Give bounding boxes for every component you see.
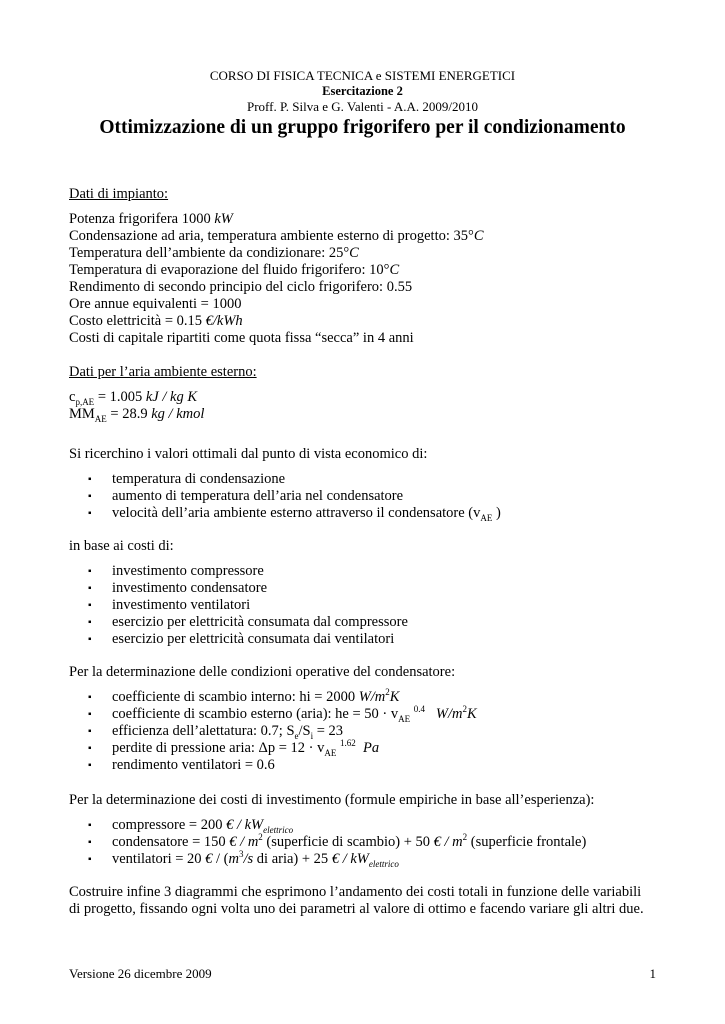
professors-line: Proff. P. Silva e G. Valenti - A.A. 2009/2010 [247,99,478,114]
list-item: ▪ perdite di pressione aria: $\Delta p = 12 \cdot v_{AE}$ $^{1.62}$ Pa [88,738,380,758]
conclusion-paragraph [69,884,669,918]
investment-section [69,792,689,868]
exercise-label: Esercitazione 2 [322,84,403,98]
page-number: 1 [649,966,656,981]
list-item: ▪ condensatore = 150 € / $m^2$ (superficie di scambio) + 50 € / $m^2$ (superficie frontale) [88,832,587,850]
air-data-section [69,364,689,423]
plant-line-condensation: Condensazione ad aria, temperatura ambiente esterno di progetto: 35°C [69,228,484,244]
costs-intro: in base ai costi di: [69,538,174,554]
list-item: ▪ investimento ventilatori [88,597,251,613]
plant-line-hours: Ore annue equivalenti = 1000 [69,296,242,312]
list-item: ▪ aumento di temperatura dell’aria nel condensatore [88,488,404,504]
list-item: ▪ coefficiente di scambio esterno (aria): he = $50 \cdot v_{AE}$ $^{0.4}$ $W/m^2K$ [88,704,477,724]
plant-line-room-temp: Temperatura dell’ambiente da condizionare: 25°C [69,245,359,261]
version-date: Versione 26 dicembre 2009 [69,966,212,981]
condenser-section [69,664,689,774]
investment-list [69,817,689,868]
list-item: ▪ investimento condensatore [88,580,268,596]
list-item: ▪ rendimento ventilatori = 0.6 [88,757,275,773]
list-item: ▪ ventilatori = 20 € / ($m^3/s$ di aria) + 25 € / $kW_{elettrico}$ [88,849,399,869]
plant-data-section [69,186,689,347]
optimization-list [69,471,689,522]
air-data-heading: Dati per l’aria ambiente esterno: [69,364,257,380]
course-name: CORSO DI FISICA TECNICA e SISTEMI ENERGETICI [209,68,516,83]
list-item: ▪ esercizio per elettricità consumata dai ventilatori [88,631,395,647]
page-footer [69,966,656,982]
optimization-section [69,446,689,522]
air-line-cp: $c_{p,AE} = 1.005$ kJ / kg K [69,389,198,407]
list-item: ▪ compressore = 200 € / $kW_{elettrico}$ [88,817,294,835]
list-item: ▪ velocità dell’aria ambiente esterno attraverso il condensatore ($v_{AE}$ ) [88,505,501,523]
optimization-intro: Si ricerchino i valori ottimali dal punto di vista economico di: [69,446,428,462]
investment-intro: Per la determinazione dei costi di investimento (formule empiriche in base all’esperienza): [69,792,595,808]
list-item: ▪ esercizio per elettricità consumata dal compressore [88,614,408,630]
list-item: ▪ coefficiente di scambio interno: hi = 2000 $W/m^2K$ [88,687,400,705]
conclusion-line-1: Costruire infine 3 diagrammi che esprimono l’andamento dei costi totali in funzione delle variabili [69,884,642,900]
list-item: ▪ temperatura di condensazione [88,471,286,487]
plant-line-efficiency: Rendimento di secondo principio del ciclo frigorifero: 0.55 [69,279,413,295]
plant-line-capital-cost: Costi di capitale ripartiti come quota fissa “secca” in 4 anni [69,330,414,346]
plant-line-power: Potenza frigorifera 1000 kW [69,211,233,227]
conclusion-line-2: di progetto, fissando ogni volta uno dei parametri al valore di ottimo e facendo variare gli altri due. [69,901,644,917]
plant-line-evap-temp: Temperatura di evaporazione del fluido frigorifero: 10°C [69,262,400,278]
plant-line-electricity-cost: Costo elettricità = 0.15 €/kWh [69,313,243,329]
plant-data-heading: Dati di impianto: [69,186,169,202]
list-item: ▪ investimento compressore [88,563,264,579]
document-title: Ottimizzazione di un gruppo frigorifero per il condizionamento [99,117,626,138]
list-item: ▪ efficienza dell’alettatura: 0.7; $S_e/S_i = 23$ [88,723,344,741]
air-line-molar-mass: $MM_{AE} = 28.9$ kg / kmol [69,406,205,424]
costs-list [69,563,689,648]
condenser-intro: Per la determinazione delle condizioni operative del condensatore: [69,664,456,680]
costs-section [69,538,689,648]
condenser-list [69,689,689,774]
